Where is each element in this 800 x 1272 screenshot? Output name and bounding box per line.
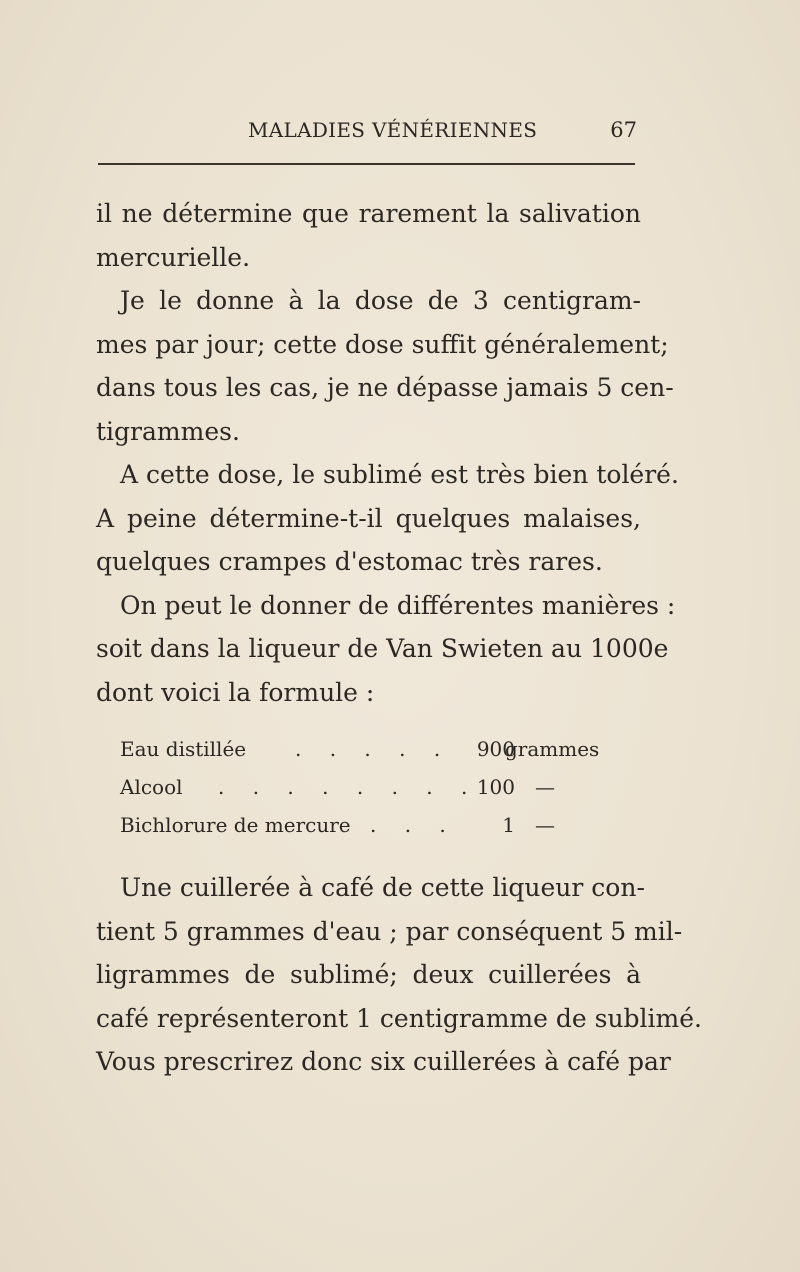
text-line: Une cuillerée à café de cette liqueur con- [120, 873, 645, 902]
formula-row [120, 730, 620, 768]
text-line: A peine détermine-t-il quelques malaises, [96, 503, 641, 533]
formula-ingredient: Eau distillée [120, 737, 247, 761]
formula-leader-dots: . . . . . [295, 737, 452, 761]
text-line: Je le donne à la dose de 3 centigram- [120, 286, 641, 315]
text-line: dans tous les cas, je ne dépasse jamais 5 cen- [96, 373, 674, 402]
text-line: ligrammes de sublimé; deux cuillerées à [96, 960, 641, 989]
formula-unit: grammes [505, 737, 600, 761]
text-line: quelques crampes d'estomac très rares. [96, 547, 603, 576]
text-line: mes par jour; cette dose suffit généralement; [96, 329, 669, 359]
text-line: On peut le donner de différentes manières : [120, 590, 676, 620]
formula-ingredient: Bichlorure de mercure [120, 813, 351, 837]
header-rule [98, 163, 635, 165]
formula-leader-dots: . . . . . . . . [218, 775, 479, 799]
running-title: MALADIES VÉNÉRIENNES [248, 118, 538, 142]
text-line: Vous prescrirez donc six cuillerées à café par [96, 1047, 671, 1076]
body-text-bottom [96, 866, 702, 1084]
text-line: mercurielle. [96, 242, 251, 272]
formula-quantity: 1 [502, 813, 515, 837]
text-line: il ne détermine que rarement la salivation [96, 199, 641, 228]
formula-unit: — [535, 775, 555, 799]
text-line: A cette dose, le sublimé est très bien toléré. [120, 460, 679, 489]
formula-quantity: 900 [476, 737, 515, 761]
formula-row [120, 806, 620, 844]
text-line: soit dans la liqueur de Van Swieten au 1000e [96, 634, 669, 663]
body-text-top [96, 192, 679, 714]
formula-quantity: 100 [476, 775, 515, 799]
text-line: café représenteront 1 centigramme de sublimé. [96, 1003, 702, 1033]
formula-leader-dots: . . . [370, 813, 457, 837]
text-line: tient 5 grammes d'eau ; par conséquent 5 mil- [96, 916, 683, 946]
formula-unit: — [535, 813, 555, 837]
page-header [96, 118, 641, 148]
text-line: dont voici la formule : [96, 677, 375, 707]
formula-row [120, 768, 620, 806]
page-number: 67 [610, 118, 637, 142]
text-line: tigrammes. [96, 416, 240, 446]
formula-ingredient: Alcool [120, 775, 183, 799]
formula-table [120, 730, 620, 844]
